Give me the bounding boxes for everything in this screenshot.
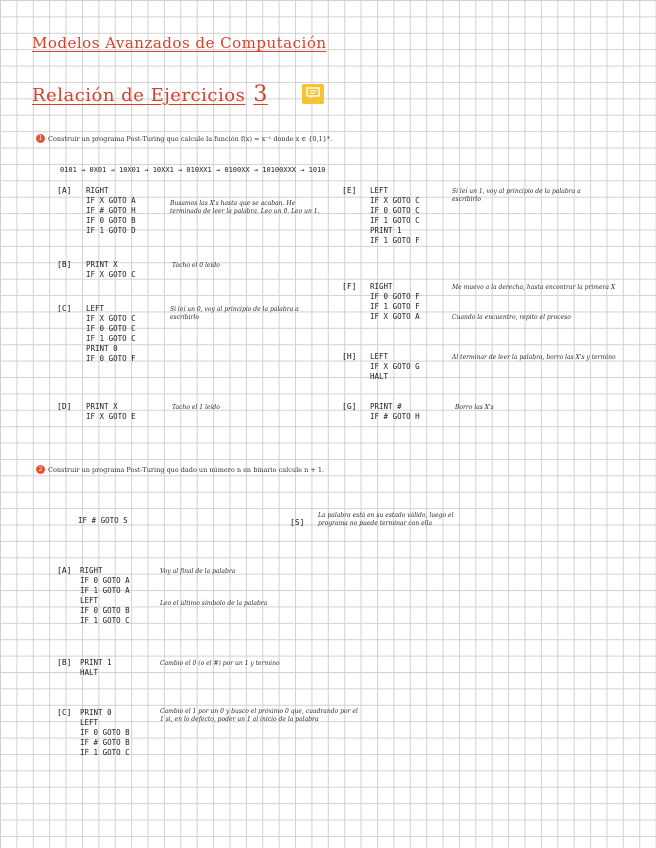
block-h-note: Al terminar de leer la palabra, borro las X's y termino xyxy=(452,354,616,361)
block-d-label: [D] xyxy=(57,402,72,411)
block-g-code: PRINT # IF # GOTO H xyxy=(370,402,420,421)
ex2-block-a-code: RIGHT IF 0 GOTO A IF 1 GOTO A LEFT IF 0 GOTO B IF 1 GOTO C xyxy=(80,566,130,625)
block-s-note: La palabra está en su estado válido, luego el programa no puede terminar con ella xyxy=(318,512,454,527)
exercise-2-number: 2 xyxy=(36,465,45,474)
block-d-code: PRINT X IF X GOTO E xyxy=(86,402,136,421)
ex2-block-a-label: [A] xyxy=(57,566,72,575)
relation-title xyxy=(32,82,268,107)
ex2-block-b-note: Cambio el 0 (o el #) por un 1 y termino xyxy=(160,660,280,667)
exercise-2-statement xyxy=(36,465,324,474)
ex2-block-a-note-2: Leo el último símbolo de la palabra xyxy=(160,600,268,607)
comment-icon[interactable] xyxy=(302,84,324,104)
block-a-note: Busamos las X's hasta que se acaban. He terminado de leer la palabra. Leo un 0. Leo un 1. xyxy=(170,200,320,215)
block-a-code: RIGHT IF X GOTO A IF # GOTO H IF 0 GOTO B IF 1 GOTO D xyxy=(86,186,136,235)
ex2-block-c-code: PRINT 0 LEFT IF 0 GOTO B IF # GOTO B IF 1 GOTO C xyxy=(80,708,130,757)
block-f-note-2: Cuando la encuentro, repito el proceso xyxy=(452,314,571,321)
ex2-block-b-label: [B] xyxy=(57,658,72,667)
block-b-label: [B] xyxy=(57,260,72,269)
exercise-1-text: Construir un programa Post-Turing que calcule la función f(x) = x⁻¹ donde x ∈ {0,1}*. xyxy=(48,134,333,143)
block-g-label: [G] xyxy=(342,402,357,411)
ex2-block-c-note: Cambio el 1 por un 0 y busco el próximo 0 que, cuadrando por el 1 si, en lo defecto, poder un 1 al inicio de la palabra xyxy=(160,708,358,723)
block-c-code: LEFT IF X GOTO C IF 0 GOTO C IF 1 GOTO C PRINT 0 IF 0 GOTO F xyxy=(86,304,136,363)
block-h-code: LEFT IF X GOTO G HALT xyxy=(370,352,420,381)
ex2-block-a-note-1: Voy al final de la palabra xyxy=(160,568,236,575)
relation-title-text: Relación de Ejercicios xyxy=(32,85,246,106)
block-h-label: [H] xyxy=(342,352,357,361)
course-title: Modelos Avanzados de Computación xyxy=(32,34,327,52)
block-g-note: Borro las X's xyxy=(455,404,494,411)
block-e-note: Si leí un 1, voy al principio de la palabra a escribirlo xyxy=(452,188,581,203)
block-e-label: [E] xyxy=(342,186,357,195)
block-c-label: [C] xyxy=(57,304,72,313)
block-b-note: Tacho el 0 leído xyxy=(172,262,220,269)
relation-number: 3 xyxy=(253,82,268,107)
block-c-note: Si leí un 0, voy al principio de la palabra a escribirlo xyxy=(170,306,299,321)
exercise-2-first-line: IF # GOTO S xyxy=(78,516,128,525)
block-a-label: [A] xyxy=(57,186,72,195)
block-f-note-1: Me muevo a la derecha, hasta encontrar la primera X xyxy=(452,284,616,291)
exercise-1-sequence: 0101 → 0X01 → 10X01 → 10XX1 → 010XX1 → 0100XX → 10100XXX → 1010 xyxy=(60,166,326,174)
ex2-block-c-label: [C] xyxy=(57,708,72,717)
block-d-note: Tacho el 1 leído xyxy=(172,404,220,411)
exercise-2-text: Construir un programa Post-Turing que dado un número n en binario calcule n + 1. xyxy=(48,465,325,474)
exercise-1-statement xyxy=(36,134,332,143)
block-f-code: RIGHT IF 0 GOTO F IF 1 GOTO F IF X GOTO A xyxy=(370,282,420,321)
exercise-1-number: 1 xyxy=(36,134,45,143)
ex2-block-b-code: PRINT 1 HALT xyxy=(80,658,112,677)
block-s-label: [S] xyxy=(290,518,305,527)
block-b-code: PRINT X IF X GOTO C xyxy=(86,260,136,279)
block-f-label: [F] xyxy=(342,282,357,291)
block-e-code: LEFT IF X GOTO C IF 0 GOTO C IF 1 GOTO C PRINT 1 IF 1 GOTO F xyxy=(370,186,420,245)
